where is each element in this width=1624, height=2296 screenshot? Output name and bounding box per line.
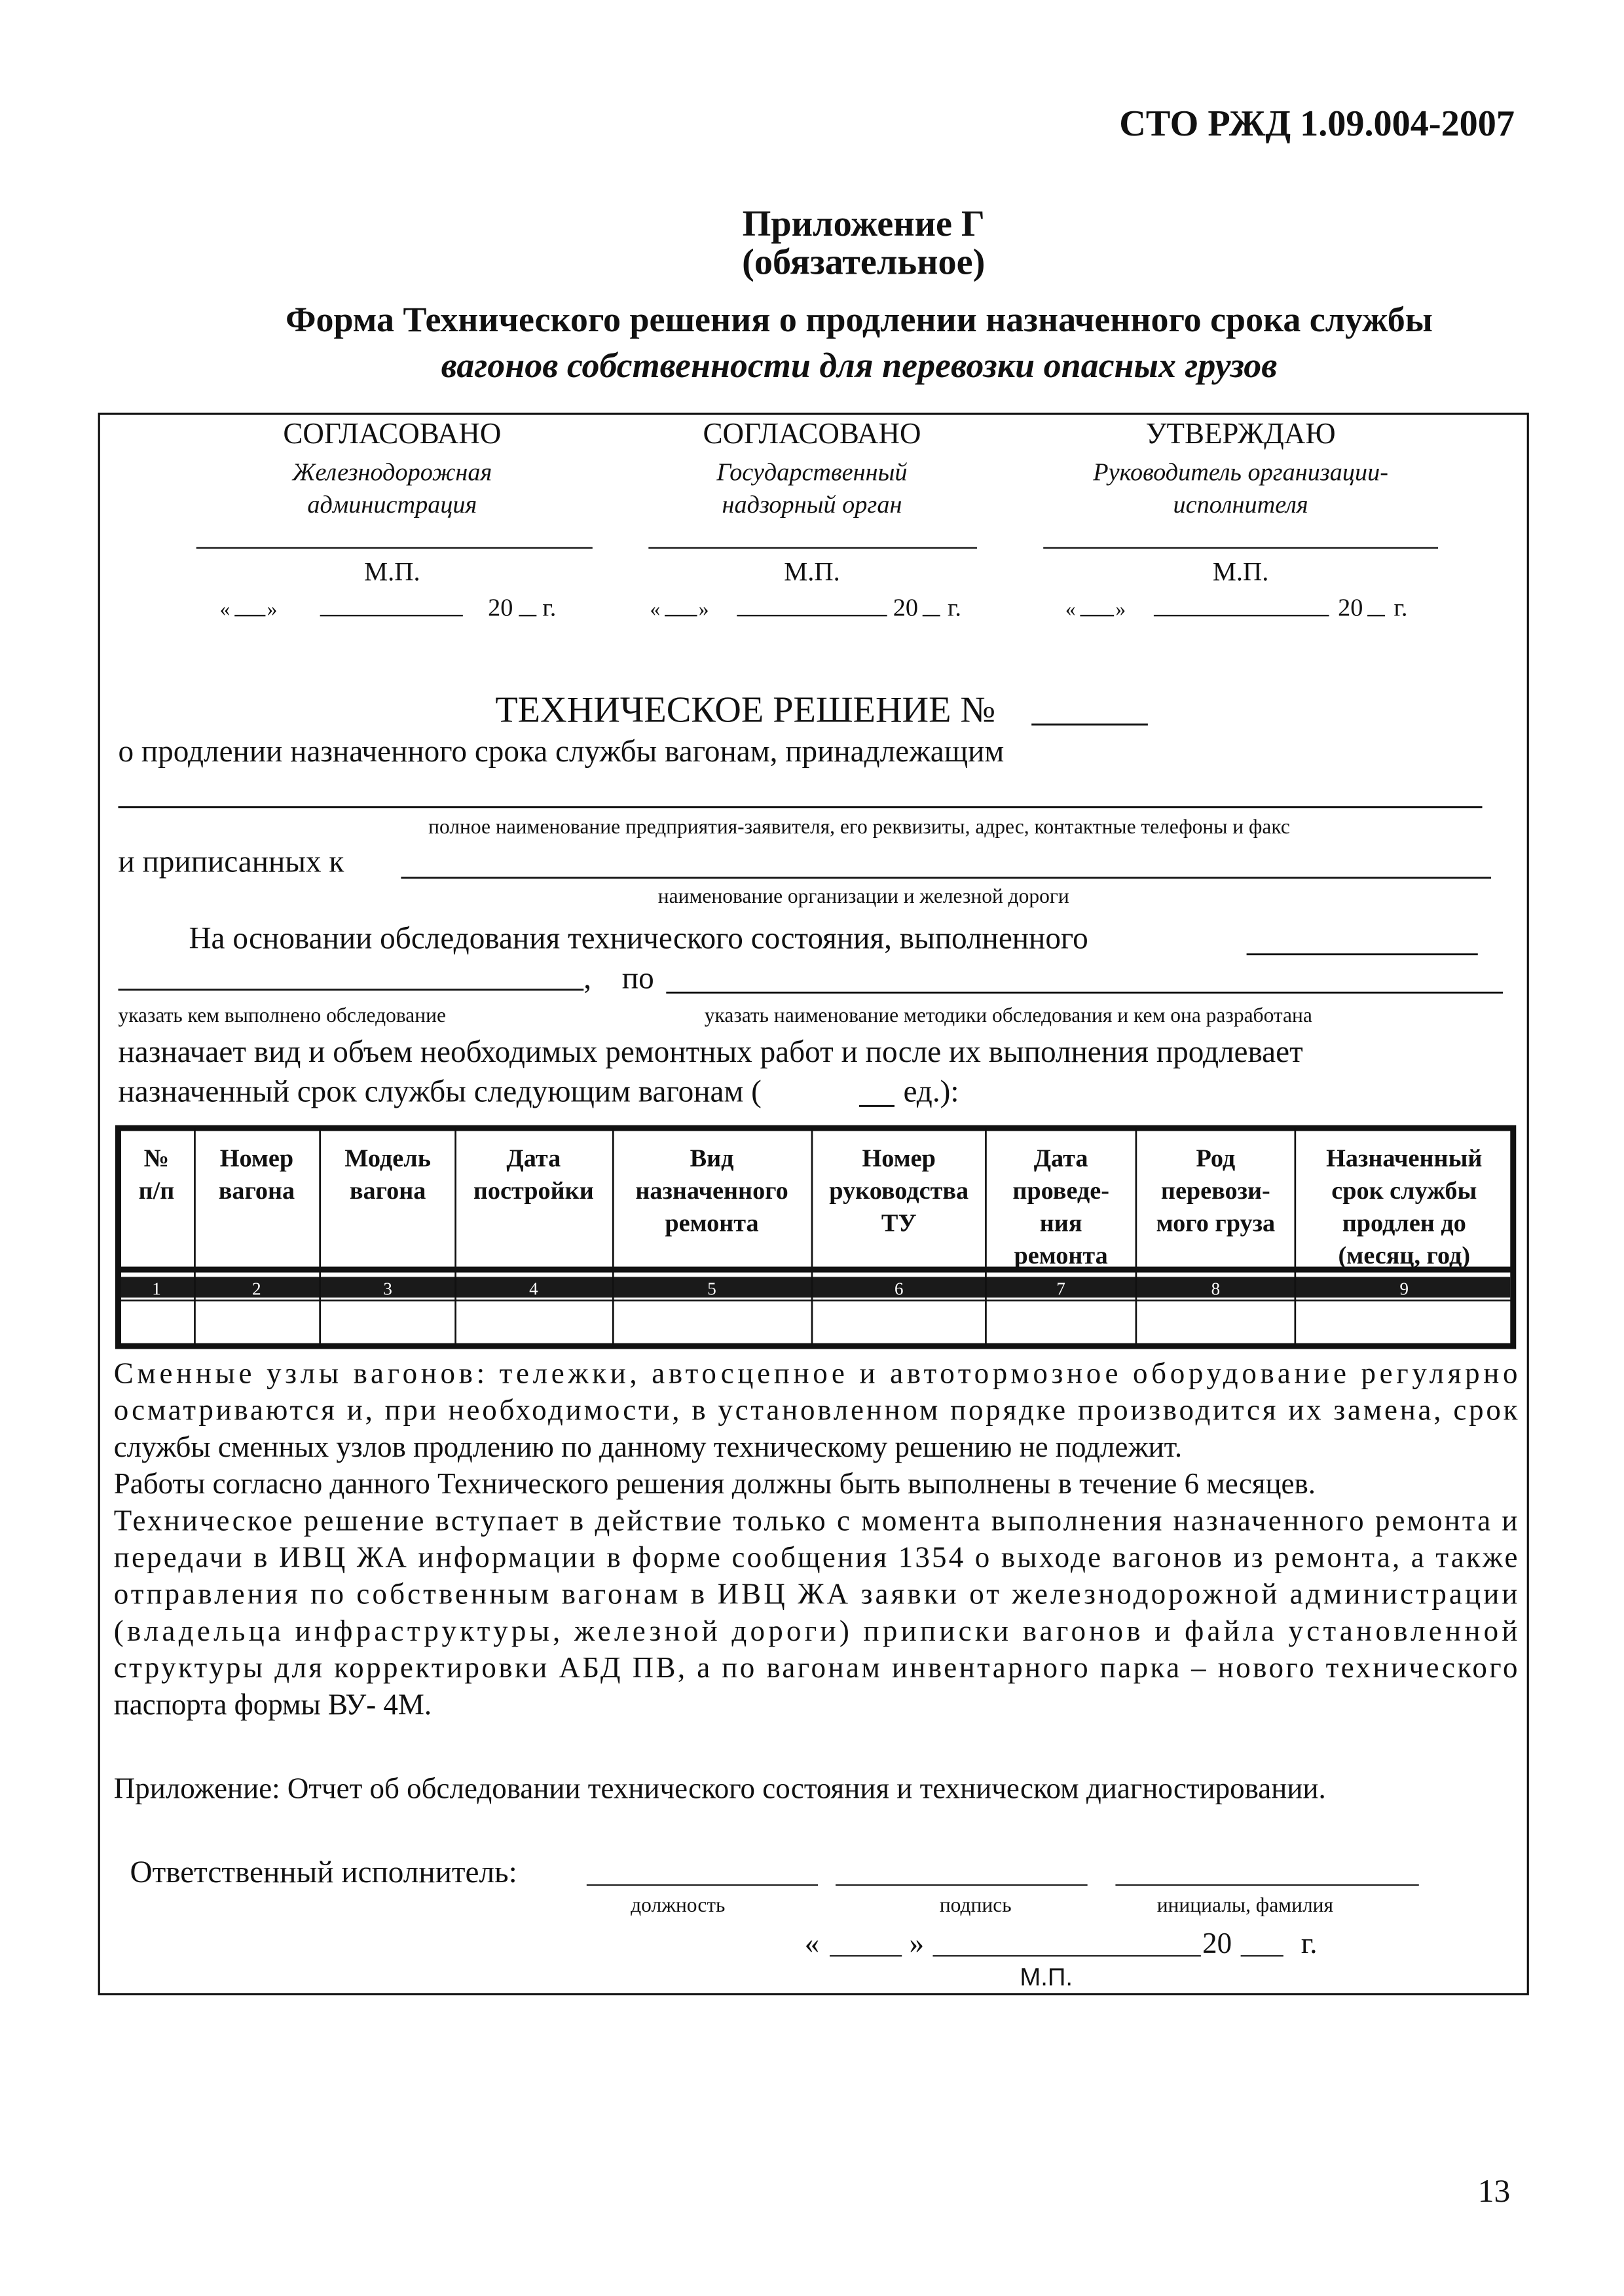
decision-line-1: о продлении назначенного срока службы вагонам, принадлежащим — [118, 735, 1005, 769]
approval-heading: СОГЛАСОВАНО — [703, 417, 921, 450]
approval-org-line-1: Руководитель организации- — [1093, 458, 1389, 486]
date-year-suffix: г. — [1301, 1926, 1318, 1959]
header-service-life: Назначенный — [1326, 1144, 1483, 1173]
date-open-quote: « — [650, 597, 661, 621]
header-repair-date: ремонта — [1014, 1242, 1108, 1270]
stamp-label: М.П. — [784, 556, 840, 587]
approval-org-line-2: администрация — [307, 490, 477, 519]
header-repair-date: ния — [1039, 1209, 1082, 1237]
date-close-quote: » — [267, 597, 278, 621]
header-manual-number: руководства — [829, 1177, 969, 1205]
appendix-title: Приложение Г — [742, 203, 985, 244]
body-paragraph-1-line-3: службы сменных узлов продлению по данному техническому решению не подлежит. — [113, 1430, 1183, 1463]
body-paragraph-1-line-1: Сменные узлы вагонов: тележки, автосцепное и автотормозное оборудование регулярно — [113, 1357, 1518, 1390]
date-year: 20 — [1202, 1926, 1232, 1959]
date-close-quote: » — [909, 1926, 924, 1959]
body-paragraph-3-line-6: паспорта формы ВУ- 4М. — [113, 1688, 432, 1721]
column-number: 2 — [252, 1279, 261, 1299]
attachment-line: Приложение: Отчет об обследовании технического состояния и техническом диагностировании. — [113, 1772, 1326, 1805]
header-wagon-number: вагона — [218, 1177, 295, 1205]
form-title-line-1: Форма Технического решения о продлении назначенного срока службы — [286, 300, 1433, 340]
decision-line-3: На основании обследования технического состояния, выполненного — [189, 921, 1088, 956]
body-paragraph-3-line-1: Техническое решение вступает в действие только с момента выполнения назначенного ремонта и — [113, 1504, 1518, 1537]
decision-line-5: назначает вид и объем необходимых ремонтных работ и после их выполнения продлевает — [118, 1034, 1303, 1069]
header-cargo-type: перевози- — [1160, 1177, 1270, 1205]
date-open-quote: « — [1065, 597, 1076, 621]
header-cargo-type: Род — [1196, 1144, 1236, 1173]
header-repair-type: ремонта — [665, 1209, 759, 1237]
responsible-label: Ответственный исполнитель: — [130, 1855, 517, 1889]
decision-line-6a: назначенный срок службы следующим вагонам ( — [118, 1074, 762, 1109]
decision-po: по — [621, 961, 654, 996]
date-year: 20 — [893, 594, 918, 622]
decision-line-6b: ед.): — [903, 1074, 959, 1109]
decision-title: ТЕХНИЧЕСКОЕ РЕШЕНИЕ № — [495, 689, 996, 731]
table-border — [118, 1128, 1513, 1346]
executor-hint: указать кем выполнено обследование — [118, 1004, 446, 1027]
column-number: 8 — [1211, 1279, 1221, 1299]
column-number: 7 — [1056, 1279, 1065, 1299]
header-service-life: продлен до — [1342, 1209, 1466, 1237]
column-number-row — [121, 1277, 1510, 1297]
approval-org-line-2: исполнителя — [1173, 490, 1308, 519]
form-frame — [99, 414, 1528, 1994]
approval-org-line-1: Железнодорожная — [292, 458, 492, 486]
document-number: СТО РЖД 1.09.004-2007 — [1119, 103, 1515, 144]
header-repair-date: Дата — [1033, 1144, 1088, 1173]
column-number: 3 — [383, 1279, 392, 1299]
date-open-quote: « — [804, 1926, 820, 1959]
date-year: 20 — [1338, 594, 1363, 622]
column-number: 6 — [894, 1279, 904, 1299]
body-paragraph-3-line-3: отправления по собственным вагонам в ИВЦ ЖА заявки от железнодорожной администрации — [113, 1577, 1518, 1611]
header-wagon-model: вагона — [349, 1177, 426, 1205]
column-number: 4 — [529, 1279, 538, 1299]
date-close-quote: » — [698, 597, 709, 621]
position-hint: должность — [631, 1893, 726, 1916]
date-year-suffix: г. — [1393, 594, 1408, 622]
header-repair-type: Вид — [690, 1144, 734, 1173]
header-manual-number: Номер — [862, 1144, 936, 1173]
signature-hint: подпись — [939, 1893, 1012, 1916]
header-service-life: срок службы — [1331, 1177, 1477, 1205]
header-number: № — [143, 1144, 170, 1173]
form-title-line-2: вагонов собственности для перевозки опасных грузов — [441, 345, 1278, 385]
date-year: 20 — [488, 594, 513, 622]
name-hint: инициалы, фамилия — [1156, 1893, 1334, 1916]
approval-org-line-1: Государственный — [716, 458, 908, 486]
applicant-hint: полное наименование предприятия-заявителя, его реквизиты, адрес, контактные телефоны и факс — [428, 815, 1290, 839]
date-close-quote: » — [1115, 597, 1126, 621]
header-repair-type: назначенного — [635, 1177, 788, 1205]
column-number: 1 — [152, 1279, 161, 1299]
decision-line-2: и приписанных к — [118, 845, 344, 879]
header-wagon-model: Модель — [344, 1144, 431, 1173]
date-open-quote: « — [219, 597, 231, 621]
date-year-suffix: г. — [542, 594, 557, 622]
header-cargo-type: мого груза — [1156, 1209, 1276, 1237]
methodology-hint: указать наименование методики обследования и кем она разработана — [704, 1004, 1312, 1027]
stamp-label: М.П. — [1212, 556, 1269, 587]
body-paragraph-1-line-2: осматриваются и, при необходимости, в установленном порядке производится их замена, срок — [113, 1393, 1518, 1427]
header-wagon-number: Номер — [219, 1144, 294, 1173]
wagon-table — [118, 1128, 1513, 1346]
column-number: 9 — [1399, 1279, 1409, 1299]
approval-block-railway — [196, 417, 593, 621]
header-service-life: (месяц, год) — [1338, 1242, 1471, 1270]
approval-block-approve — [1043, 417, 1438, 621]
header-build-date: Дата — [506, 1144, 561, 1173]
column-number: 5 — [707, 1279, 716, 1299]
approval-heading: УТВЕРЖДАЮ — [1145, 417, 1336, 450]
body-paragraph-3-line-2: передачи в ИВЦ ЖА информации в форме сообщения 1354 о выходе вагонов из ремонта, а также — [113, 1540, 1518, 1574]
body-paragraph-2: Работы согласно данного Технического решения должны быть выполнены в течение 6 месяцев. — [113, 1467, 1316, 1501]
approval-heading: СОГЛАСОВАНО — [283, 417, 502, 450]
page-number: 13 — [1477, 2173, 1511, 2210]
stamp-label: М.П. — [1020, 1963, 1073, 1992]
approval-block-supervisory — [648, 417, 977, 621]
approval-org-line-2: надзорный орган — [722, 490, 902, 519]
header-number: п/п — [138, 1177, 175, 1205]
body-paragraph-3-line-4: (владельца инфраструктуры, железной дороги) приписки вагонов и файла установленной — [113, 1614, 1518, 1647]
stamp-label: М.П. — [364, 556, 420, 587]
header-build-date: постройки — [473, 1177, 594, 1205]
appendix-status: (обязательное) — [742, 242, 986, 283]
decision-comma: , — [583, 961, 592, 996]
header-manual-number: ТУ — [881, 1209, 917, 1237]
header-repair-date: проведе- — [1012, 1177, 1109, 1205]
date-year-suffix: г. — [947, 594, 961, 622]
railway-org-hint: наименование организации и железной дороги — [657, 884, 1069, 907]
body-paragraph-3-line-5: структуры для корректировки АБД ПВ, а по вагонам инвентарного парка – нового технического — [113, 1651, 1518, 1685]
